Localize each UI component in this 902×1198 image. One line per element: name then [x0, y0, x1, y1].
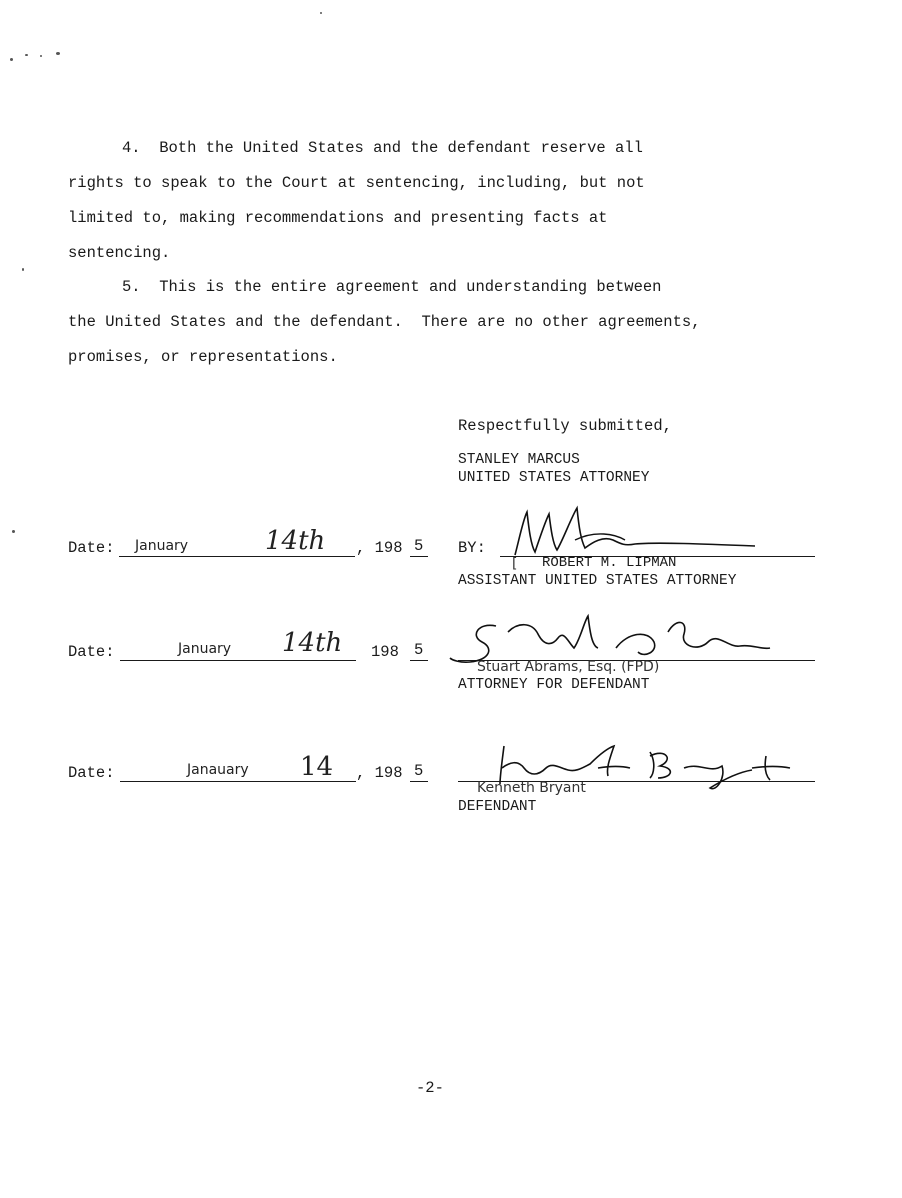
date-label-3: Date:	[68, 764, 115, 782]
signature-lipman	[505, 500, 765, 560]
date-month-1: January	[135, 538, 189, 554]
date-line-1	[119, 556, 355, 557]
date-day-1: 14th	[265, 526, 326, 556]
year-line-3	[410, 781, 428, 782]
paragraph-5-line-1: 5. This is the entire agreement and understanding between	[122, 278, 662, 296]
paragraph-4-line-3: limited to, making recommendations and presenting facts at	[68, 209, 608, 227]
year-line-2	[410, 660, 428, 661]
signer-role-1: ASSISTANT UNITED STATES ATTORNEY	[458, 573, 737, 589]
paragraph-5-line-3: promises, or representations.	[68, 348, 338, 366]
year-suffix-3: 5	[414, 762, 424, 780]
paragraph-5-line-2: the United States and the defendant. There are no other agreements,	[68, 313, 701, 331]
date-day-3: 14	[300, 752, 334, 782]
year-line-1	[410, 556, 428, 557]
date-day-2: 14th	[282, 628, 343, 658]
signer-name-3: Kenneth Bryant	[477, 780, 586, 796]
year-suffix-2: 5	[414, 641, 424, 659]
page-number: -2-	[416, 1079, 444, 1097]
year-prefix-3: , 198	[356, 764, 403, 782]
paragraph-4-line-4: sentencing.	[68, 244, 171, 262]
paragraph-4-line-2: rights to speak to the Court at sentencing, including, but not	[68, 174, 645, 192]
us-attorney-title: UNITED STATES ATTORNEY	[458, 470, 650, 486]
signer-name-1: ROBERT M. LIPMAN	[542, 555, 677, 571]
signature-bracket-1: [	[512, 556, 518, 572]
year-prefix-2: 198	[371, 643, 399, 661]
paragraph-4-line-1: 4. Both the United States and the defendant reserve all	[122, 139, 643, 157]
date-month-3: Janauary	[187, 762, 249, 778]
signer-role-2: ATTORNEY FOR DEFENDANT	[458, 677, 650, 693]
us-attorney-name: STANLEY MARCUS	[458, 452, 580, 468]
year-prefix-1: , 198	[356, 539, 403, 557]
year-suffix-1: 5	[414, 537, 424, 555]
signer-name-2: Stuart Abrams, Esq. (FPD)	[477, 659, 660, 675]
date-month-2: January	[178, 641, 232, 657]
date-line-2	[120, 660, 356, 661]
date-label-2: Date:	[68, 643, 115, 661]
date-label-1: Date:	[68, 539, 115, 557]
closing-text: Respectfully submitted,	[458, 417, 672, 435]
by-label: BY:	[458, 539, 486, 557]
signer-role-3: DEFENDANT	[458, 799, 537, 815]
